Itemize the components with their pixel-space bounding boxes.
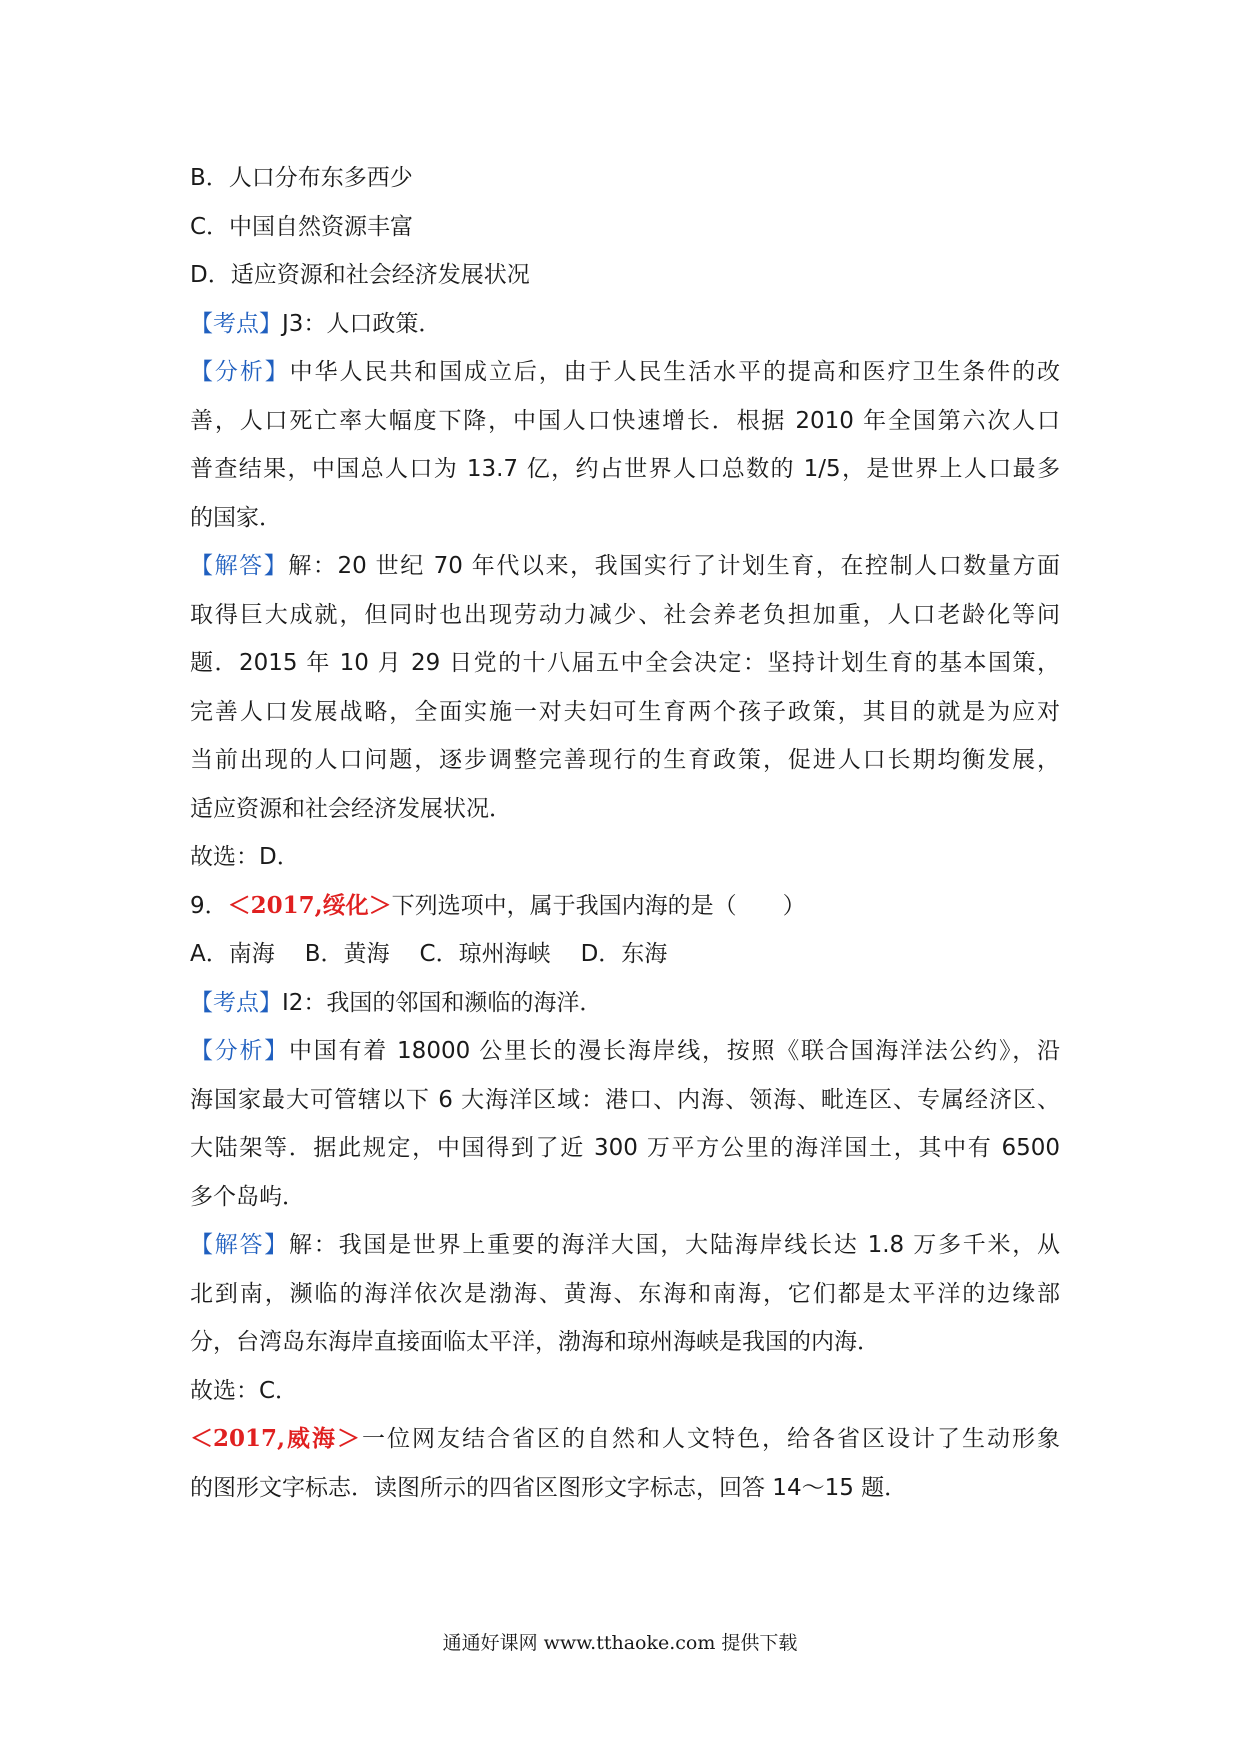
q9-options (190, 930, 1060, 979)
q9-option-a: A．南海 (190, 941, 275, 967)
q14-stem-text: 一位网友结合省区的自然和人文特色，给各省区设计了生动形象 (360, 1426, 1060, 1452)
fenxi-tag: 【分析】 (190, 1038, 289, 1064)
option-c: C．中国自然资源丰富 (190, 213, 414, 240)
kaodian-tag: 【考点】 (190, 989, 282, 1016)
fenxi-text: 中国有着 18000 公里长的漫长海岸线，按照《联合国海洋法公约》，沿 (289, 1038, 1060, 1064)
q9-jieda-line (190, 1221, 1060, 1270)
q9-option-b: B．黄海 (304, 941, 390, 967)
question-source: ＜2017,威海＞ (190, 1425, 361, 1452)
question-source: ＜2017,绥化＞ (227, 891, 392, 919)
q9-fenxi-line: 海国家最大可管辖以下 6 大海洋区域：港口、内海、领海、毗连区、专属经济区、 (190, 1086, 1060, 1113)
jieda-text: 解：20 世纪 70 年代以来，我国实行了计划生育，在控制人口数量方面 (288, 553, 1060, 579)
page-footer: 通通好课网 www.tthaoke.com 提供下载 (442, 1632, 798, 1654)
question-stem: 下列选项中，属于我国内海的是（ ） (391, 892, 806, 919)
option-d: D．适应资源和社会经济发展状况 (190, 262, 530, 288)
q8-jieda-line: 适应资源和社会经济发展状况． (190, 795, 512, 822)
q9-answer: 故选：C． (190, 1377, 299, 1404)
jieda-tag: 【解答】 (190, 1232, 290, 1258)
q8-answer: 故选：D． (190, 844, 300, 870)
q8-fenxi-line: 的国家． (190, 504, 282, 531)
q9-fenxi-line (190, 1027, 1060, 1076)
q9-fenxi-line: 大陆架等．据此规定，中国得到了近 300 万平方公里的海洋国土，其中有 6500 (190, 1135, 1060, 1161)
q9-kaodian (190, 979, 1060, 1028)
q14-stem-line: 的图形文字标志．读图所示的四省区图形文字标志，回答 14～15 题． (190, 1474, 908, 1501)
q8-jieda-line: 取得巨大成就，但同时也出现劳动力减少、社会养老负担加重，人口老龄化等问 (190, 601, 1060, 628)
fenxi-text: 中华人民共和国成立后，由于人民生活水平的提高和医疗卫生条件的改 (289, 359, 1060, 385)
q14-stem-line (190, 1415, 1060, 1464)
option-b: B．人口分布东多西少 (190, 165, 413, 191)
q9-option-c: C．琼州海峡 (419, 941, 551, 967)
q8-fenxi-line (190, 348, 1060, 397)
q9-fenxi-line: 多个岛屿． (190, 1183, 305, 1210)
question-number: 9． (190, 892, 228, 919)
q8-jieda-line: 题．2015 年 10 月 29 日党的十八届五中全会决定：坚持计划生育的基本国策， (190, 650, 1060, 676)
q8-jieda-line: 当前出现的人口问题，逐步调整完善现行的生育政策，促进人口长期均衡发展， (190, 747, 1060, 773)
fenxi-tag: 【分析】 (190, 359, 290, 385)
q8-fenxi-line: 善，人口死亡率大幅度下降，中国人口快速增长．根据 2010 年全国第六次人口 (190, 407, 1060, 434)
document-body (190, 154, 1060, 1512)
q8-kaodian (190, 300, 1060, 349)
kaodian-tag: 【考点】 (190, 310, 282, 337)
q9-stem (190, 882, 1060, 931)
kaodian-text: I2：我国的邻国和濒临的海洋． (282, 989, 603, 1016)
q8-jieda-line (190, 542, 1060, 591)
q8-jieda-line: 完善人口发展战略，全面实施一对夫妇可生育两个孩子政策，其目的就是为应对 (190, 698, 1060, 725)
jieda-tag: 【解答】 (190, 553, 289, 579)
q9-jieda-line: 北到南，濒临的海洋依次是渤海、黄海、东海和南海，它们都是太平洋的边缘部 (190, 1280, 1060, 1307)
q9-option-d: D．东海 (580, 941, 668, 967)
jieda-text: 解：我国是世界上重要的海洋大国，大陆海岸线长达 1.8 万多千米，从 (289, 1232, 1060, 1258)
q9-jieda-line: 分，台湾岛东海岸直接面临太平洋，渤海和琼州海峡是我国的内海． (190, 1329, 880, 1355)
q8-fenxi-line: 普查结果，中国总人口为 13.7 亿，约占世界人口总数的 1/5，是世界上人口最多 (190, 456, 1060, 482)
kaodian-text: J3：人口政策． (282, 310, 442, 337)
